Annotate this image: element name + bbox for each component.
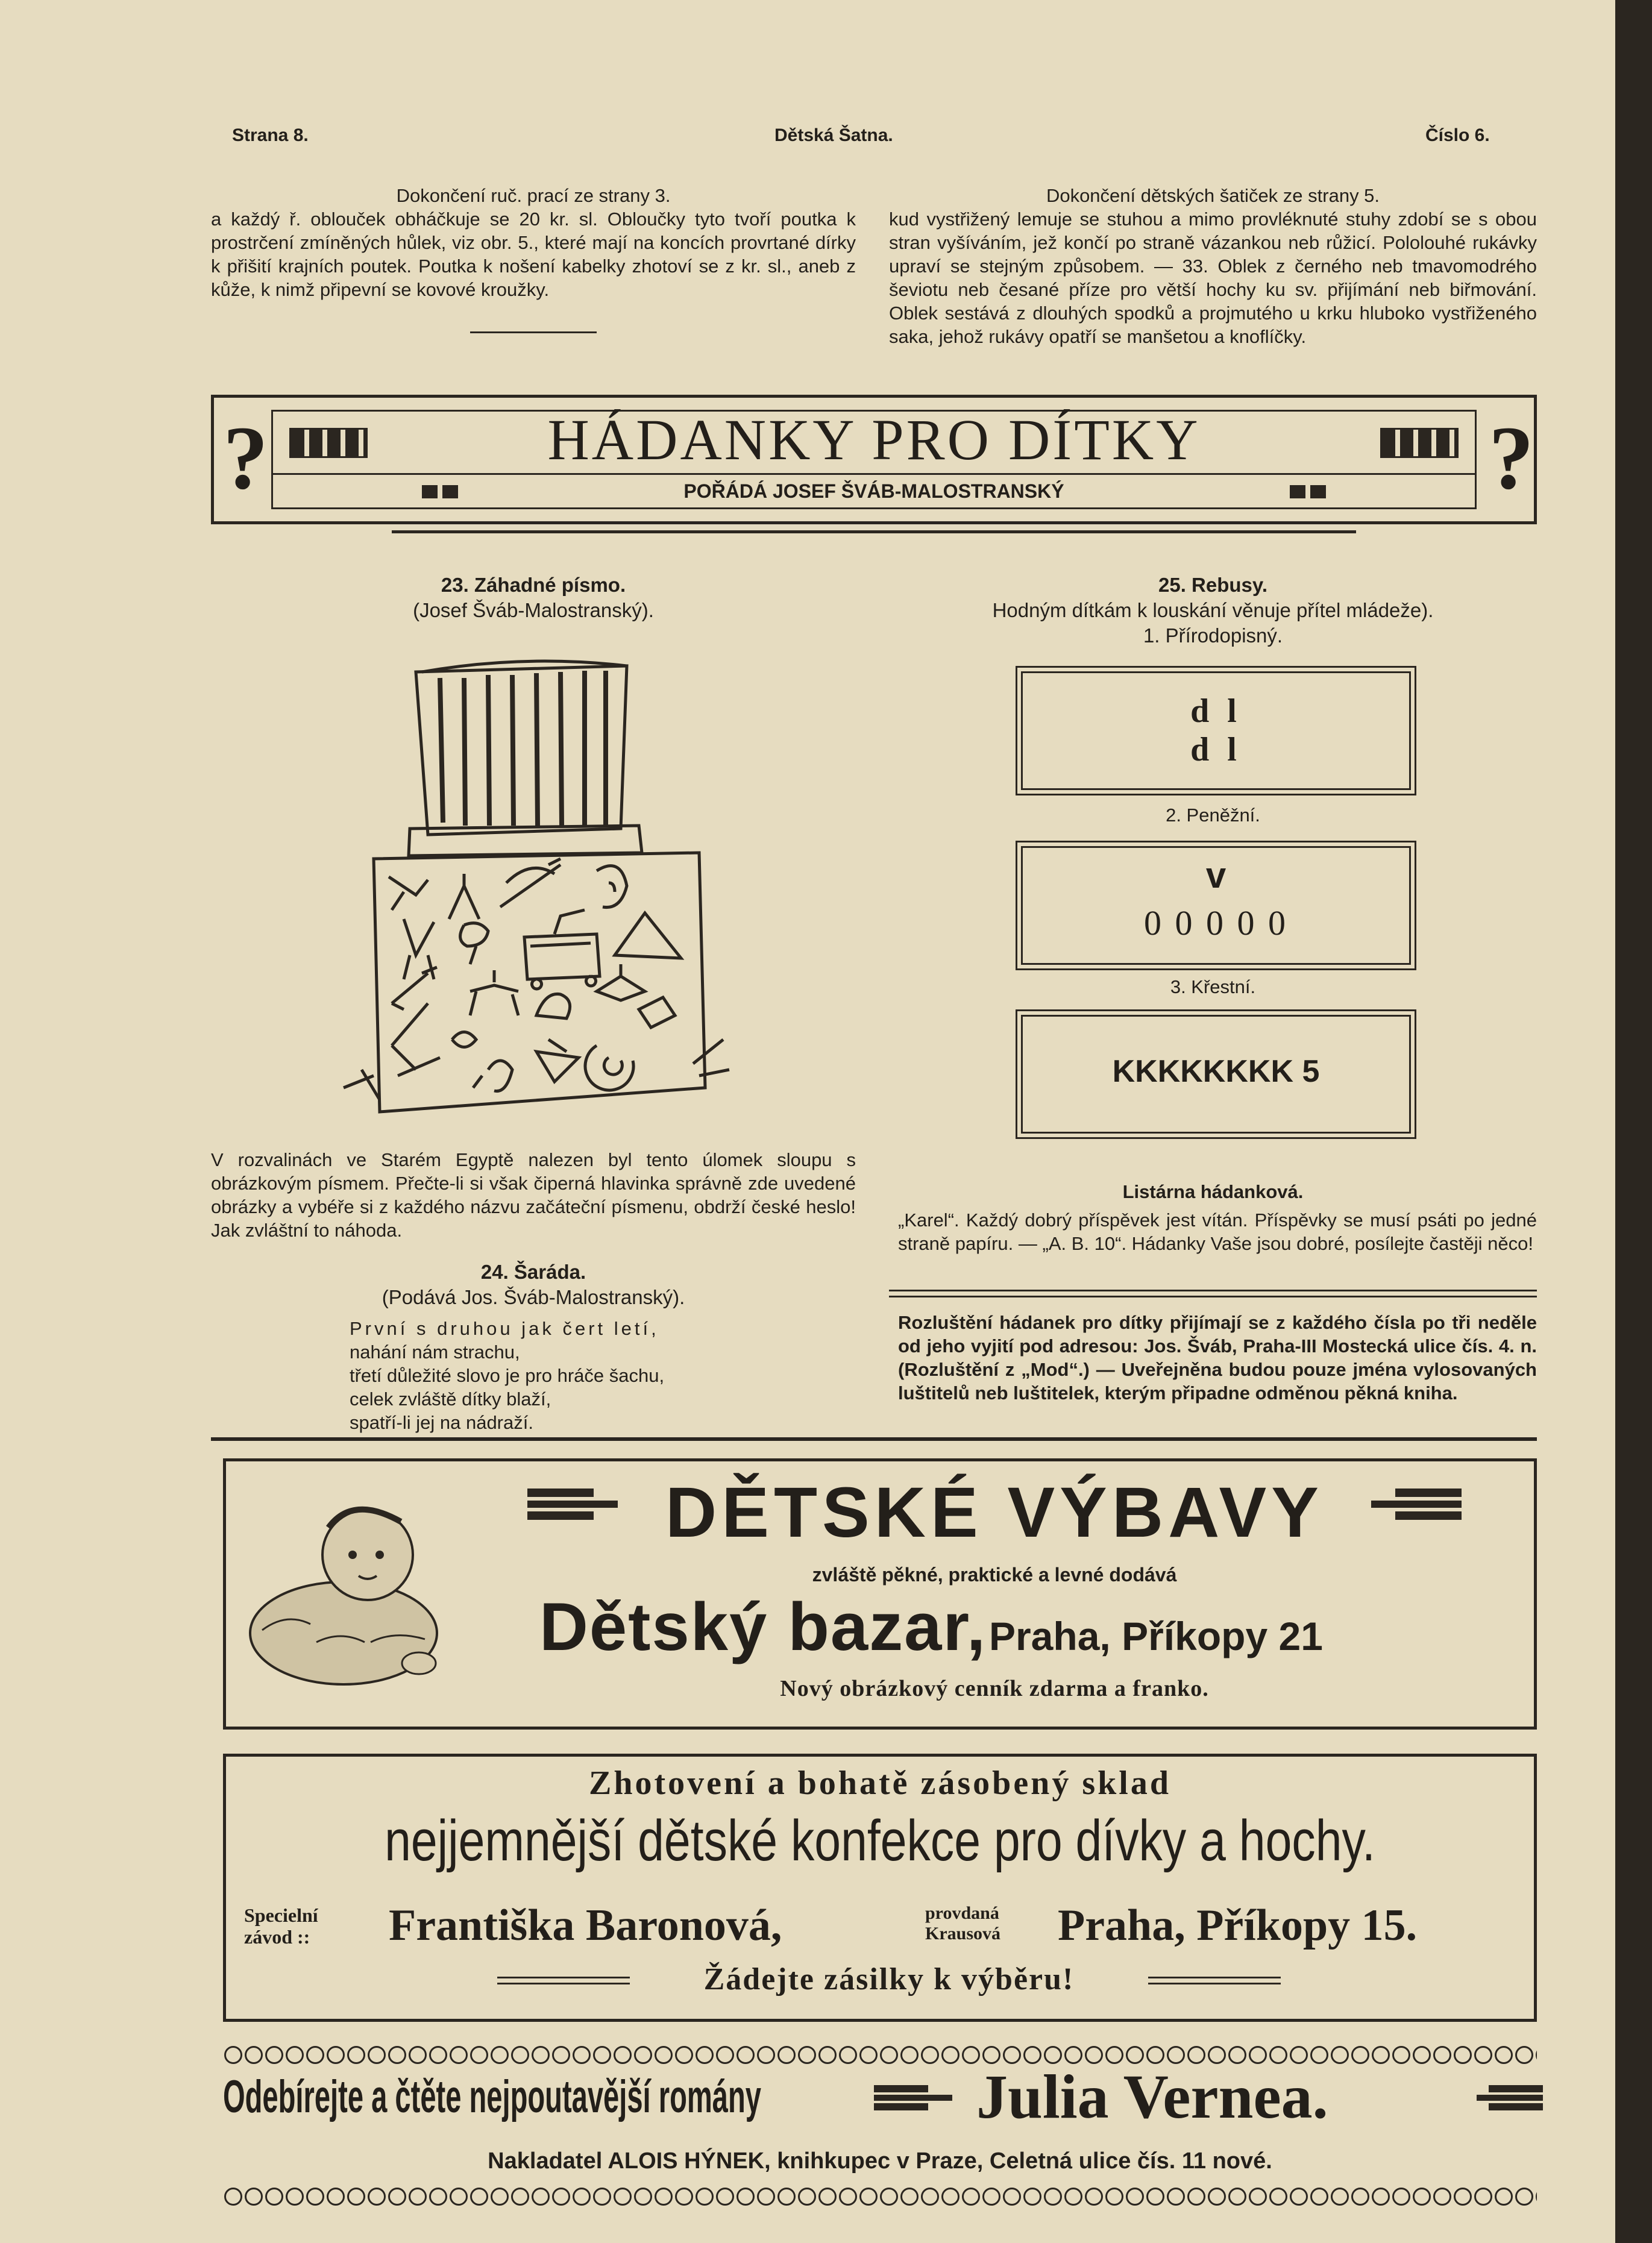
ad-intro: Zhotovení a bohatě zásobený sklad	[589, 1765, 1171, 1802]
body-text: kud vystřižený lemuje se stuhou a mimo provléknuté stuhy zdobí se s obou stran vyšíváním, jež končí po straně vázankou neb růžicí. Pololouhé rukávky upraví se stejným způsobem. — 33. Oblek z černého neb tmavomodrého ševiotu neb česané příze pro větší hochy ku sv. přijímání neb biřmování. Oblek sestává z dlouhých spodků a projmutého u krku hluboko vystřiženého saka, jehož rukávy opatří se manšetou a knoflíčky.	[889, 209, 1537, 347]
verse-line: třetí důležité slovo je pro hráče šachu,	[350, 1365, 665, 1386]
rebus-text	[1017, 692, 1415, 769]
ad-main-line: nejjemnější dětské konfekce pro dívky a hochy.	[385, 1809, 1375, 1873]
divider	[470, 331, 597, 333]
rebus-1-box	[1016, 666, 1416, 795]
verse-line: První s druhou jak čert letí,	[350, 1318, 659, 1339]
ornament-block-icon	[289, 428, 368, 458]
rebus-2-box	[1016, 841, 1416, 970]
shop-name: Dětský bazar,	[539, 1589, 987, 1664]
verse-line: nahání nám strachu,	[350, 1341, 520, 1363]
top-right-column	[889, 184, 1537, 348]
section-rule	[211, 1437, 1537, 1441]
rebus-1-label: 1. Přírodopisný.	[1143, 624, 1283, 647]
ad-address: Praha, Příkopy 15.	[1058, 1901, 1418, 1950]
continuation-note: Dokončení ruč. prací ze strany 3.	[396, 185, 671, 206]
rebus-line: d l	[1190, 731, 1242, 768]
shop-address: Praha, Příkopy 21	[988, 1614, 1323, 1658]
question-mark-icon: ?	[223, 408, 268, 508]
puzzle-title: 24. Šaráda.	[480, 1261, 586, 1283]
verse-line: celek zvláště dítky blaží,	[350, 1388, 551, 1410]
caret-mark-icon: v	[1205, 855, 1226, 896]
ornament-block-icon	[1380, 428, 1459, 458]
body-text: a každý ř. oblouček obháčkuje se 20 kr. sl. Obloučky tyto tvoří poutka k prostrčení zmíněných hůlek, viz obr. 5., které mají na koncích provrtané dírky k přišití krajních poutek. Poutka k nošení kabelky zhotoví se z kr. sl., aneb z kůže, k nimž připevní se kovové kroužky.	[211, 209, 856, 300]
rebus-digits: 0 0 0 0 0	[1144, 903, 1288, 943]
pointing-hand-icon	[874, 2082, 952, 2112]
divider	[889, 1296, 1537, 1297]
column-fragment-illustration	[338, 654, 735, 1124]
puzzle-title: 25. Rebusy.	[1158, 574, 1267, 596]
question-mark-icon: ?	[1489, 408, 1534, 508]
ornamental-border	[223, 2046, 1537, 2070]
puzzle-author: (Josef Šváb-Malostranský).	[413, 599, 654, 621]
ornamental-border	[223, 2188, 1537, 2212]
puzzle-subtitle: Hodným dítkám k louskání věnuje přítel mládeže).	[992, 599, 1434, 621]
puzzle-25-heading	[889, 573, 1537, 648]
ad-headline: DĚTSKÉ VÝBAVY	[665, 1473, 1324, 1552]
continuation-note: Dokončení dětských šatiček ze strany 5.	[1046, 185, 1380, 206]
puzzle-title: 23. Záhadné písmo.	[441, 574, 626, 596]
ad-footer: Nový obrázkový cenník zdarma a franko.	[780, 1676, 1209, 1701]
rebus-3-label: 3. Křestní.	[1170, 976, 1256, 997]
header-issue-number: Číslo 6.	[1425, 125, 1490, 145]
verse-line: spatří-li jej na nádraží.	[350, 1412, 533, 1433]
baby-illustration-icon	[244, 1492, 443, 1690]
puzzle-24-heading	[211, 1260, 856, 1310]
ad-request: Žádejte zásilky k výběru!	[703, 1962, 1075, 1997]
ad-childrens-clothing	[223, 1754, 1537, 2022]
rebus-2-label: 2. Peněžní.	[1166, 805, 1260, 826]
top-left-column	[211, 184, 856, 301]
ad-shop-line	[539, 1588, 1504, 1666]
puzzle-banner	[211, 395, 1537, 539]
header-magazine-title: Dětská Šatna.	[774, 125, 893, 145]
pointing-hand-icon	[1371, 1485, 1462, 1522]
ad-novels-line: Odebírejte a čtěte nejpoutavější romány	[223, 2071, 761, 2122]
rebus-text: KKKKKKKK 5	[1112, 1054, 1320, 1089]
puzzle-section-editor: POŘÁDÁ JOSEF ŠVÁB-MALOSTRANSKÝ	[683, 480, 1064, 502]
puzzle-section-title: HÁDANKY PRO DÍTKY	[547, 407, 1201, 472]
pointing-hand-icon	[527, 1485, 618, 1522]
proprietor-married-name: provdaná Krausová	[925, 1903, 1001, 1943]
puzzle-author: (Podává Jos. Šváb-Malostranský).	[382, 1286, 685, 1308]
author-name: Julia Vernea.	[976, 2062, 1328, 2132]
charade-verse	[350, 1317, 664, 1434]
puzzle-23-text: V rozvalinách ve Starém Egyptě nalezen byl tento úlomek sloupu s obrázkovým písmem. Přečte-li si však čiperná hlavinka správně zde uvedené obrázky a vybéře si z každého názvu začáteční písmenu, obdrží české heslo! Jak zvláštní to náhoda.	[211, 1149, 856, 1241]
rebus-line: d l	[1190, 692, 1242, 730]
puzzle-23-heading	[211, 573, 856, 623]
pointing-hand-icon	[1477, 2082, 1543, 2112]
solutions-note: Rozluštění hádanek pro dítky přijímají se z každého čísla po tři neděle od jeho vyjití pod adresou: Jos. Šváb, Praha-III Mostecká ulice čís. 4. n. (Rozluštění z „Mod“.) — Uveřejněna budou pouze jména vylosovaných luštitelů neb luštitelek, kterým připadne odměnou pěkná kniha.	[898, 1312, 1537, 1404]
mailbox-title: Listárna hádanková.	[1122, 1181, 1304, 1202]
mailbox-text: „Karel“. Každý dobrý příspěvek jest vítán. Příspěvky se musí psáti po jedné straně papíru. — „A. B. 10“. Hádanky Vaše jsou dobré, posílejte častěji něco!	[898, 1209, 1537, 1254]
divider	[889, 1290, 1537, 1291]
publisher-line: Nakladatel ALOIS HÝNEK, knihkupec v Praze, Celetná ulice čís. 11 nové.	[488, 2148, 1272, 2174]
ad-childrens-layettes	[223, 1458, 1537, 1730]
header-page-number: Strana 8.	[232, 125, 309, 145]
page-edge	[1615, 0, 1652, 2243]
proprietor-name: Františka Baronová,	[389, 1901, 782, 1950]
ad-special: Specielní závod ::	[244, 1904, 318, 1948]
ad-tagline: zvláště pěkné, praktické a levné dodává	[812, 1564, 1177, 1586]
rebus-3-box	[1016, 1009, 1416, 1139]
